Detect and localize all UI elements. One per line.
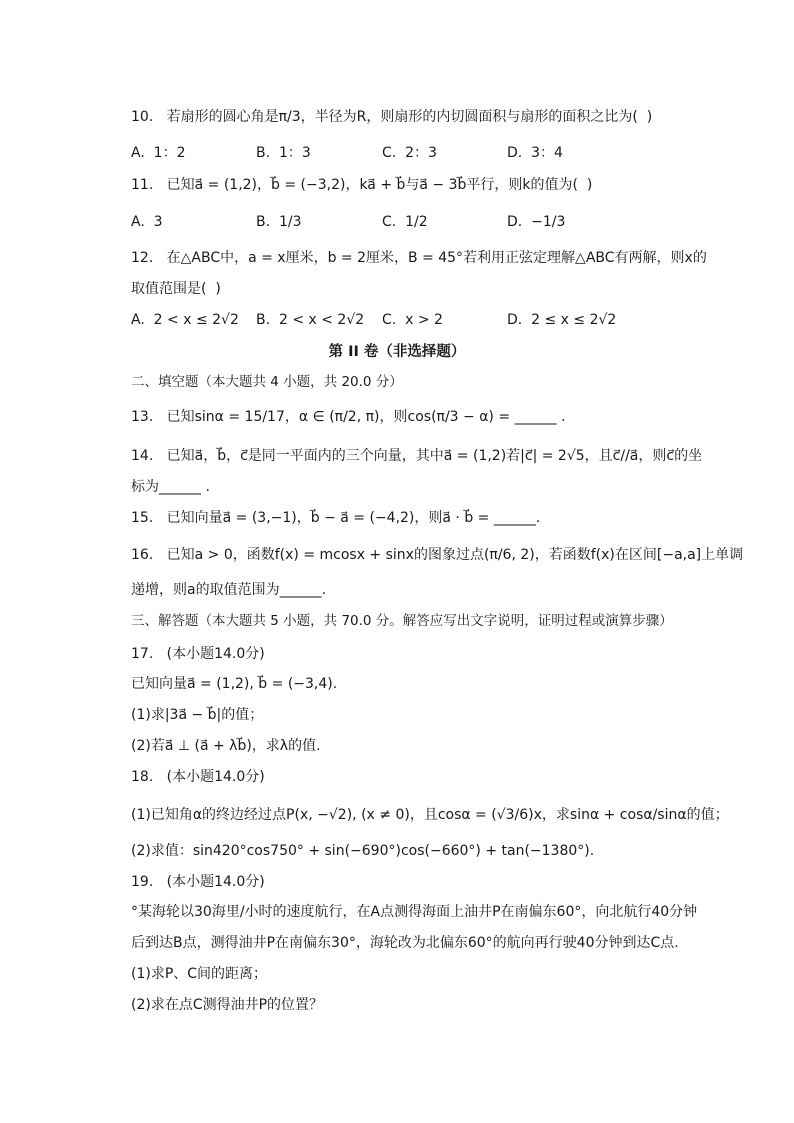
question-19-line-1: °某海轮以30海里/小时的速度航行，在A点测得海面上油井P在南偏东60°，向北航行40分钟 [131,904,698,920]
question-17-part-2: (2)若a⃗ ⊥ (a⃗ + λb⃗)，求λ的值. [131,738,321,754]
question-12: 12. 在△ABC中，a = x厘米，b = 2厘米，B = 45°若利用正弦定理解△ABC有两解，则x的 [131,250,707,266]
question-19-part-1: (1)求P、C间的距离； [131,966,268,982]
q12-option-d: D. 2 ≤ x ≤ 2√2 [507,312,617,328]
question-18-part-2: (2)求值：sin420°cos750° + sin(−690°)cos(−660°) + tan(−1380°). [131,843,595,859]
question-17-header: 17. (本小题14.0分) [131,646,265,662]
question-14-cont: 标为______ . [131,479,210,495]
question-17-part-1: (1)求|3a⃗ − b⃗|的值； [131,707,264,723]
question-19-header: 19. (本小题14.0分) [131,874,265,890]
question-16-cont: 递增，则a的取值范围为______. [131,582,327,598]
question-15: 15. 已知向量a⃗ = (3,−1)，b⃗ − a⃗ = (−4,2)，则a⃗ · b⃗ = ______. [131,510,541,526]
question-10: 10. 若扇形的圆心角是π/3，半径为R，则扇形的内切圆面积与扇形的面积之比为( ) [131,109,653,125]
q10-option-d: D. 3：4 [507,145,563,161]
section-3-title: 三、解答题（本大题共 5 小题，共 70.0 分。解答应写出文字说明，证明过程或演算步骤） [131,613,673,629]
q11-option-c: C. 1/2 [382,214,428,230]
question-16: 16. 已知a > 0，函数f(x) = mcosx + sinx的图象过点(π/6, 2)，若函数f(x)在区间[−a,a]上单调 [131,547,744,563]
question-11: 11. 已知a⃗ = (1,2)，b⃗ = (−3,2)，ka⃗ + b⃗与a⃗ − 3b⃗平行，则k的值为( ) [131,177,593,193]
section-2-title: 二、填空题（本大题共 4 小题，共 20.0 分） [131,374,403,390]
question-19-part-2: (2)求在点C测得油井P的位置？ [131,997,324,1013]
q11-option-a: A. 3 [131,214,163,230]
q12-option-c: C. x > 2 [382,312,443,328]
q10-option-b: B. 1：3 [256,145,311,161]
q10-option-c: C. 2：3 [382,145,437,161]
question-19-line-2: 后到达B点，测得油井P在南偏东30°，海轮改为北偏东60°的航向再行驶40分钟到达C点. [131,935,679,951]
q12-option-b: B. 2 < x < 2√2 [256,312,365,328]
q10-option-a: A. 1：2 [131,145,186,161]
q11-option-b: B. 1/3 [256,214,302,230]
question-12-cont: 取值范围是( ) [131,281,221,297]
q12-option-a: A. 2 < x ≤ 2√2 [131,312,239,328]
question-18-part-1: (1)已知角α的终边经过点P(x, −√2), (x ≠ 0)，且cosα = (√3/6)x，求sinα + cosα/sinα的值； [131,807,729,823]
question-14: 14. 已知a⃗，b⃗，c⃗是同一平面内的三个向量，其中a⃗ = (1,2)若|c⃗| = 2√5，且c⃗//a⃗，则c⃗的坐 [131,448,703,464]
part-2-title: 第 II 卷（非选择题） [328,344,466,360]
q11-option-d: D. −1/3 [507,214,566,230]
question-13: 13. 已知sinα = 15/17，α ∈ (π/2, π)，则cos(π/3 − α) = ______ . [131,409,566,425]
question-17-stem: 已知向量a⃗ = (1,2), b⃗ = (−3,4). [131,676,338,692]
question-18-header: 18. (本小题14.0分) [131,769,265,785]
